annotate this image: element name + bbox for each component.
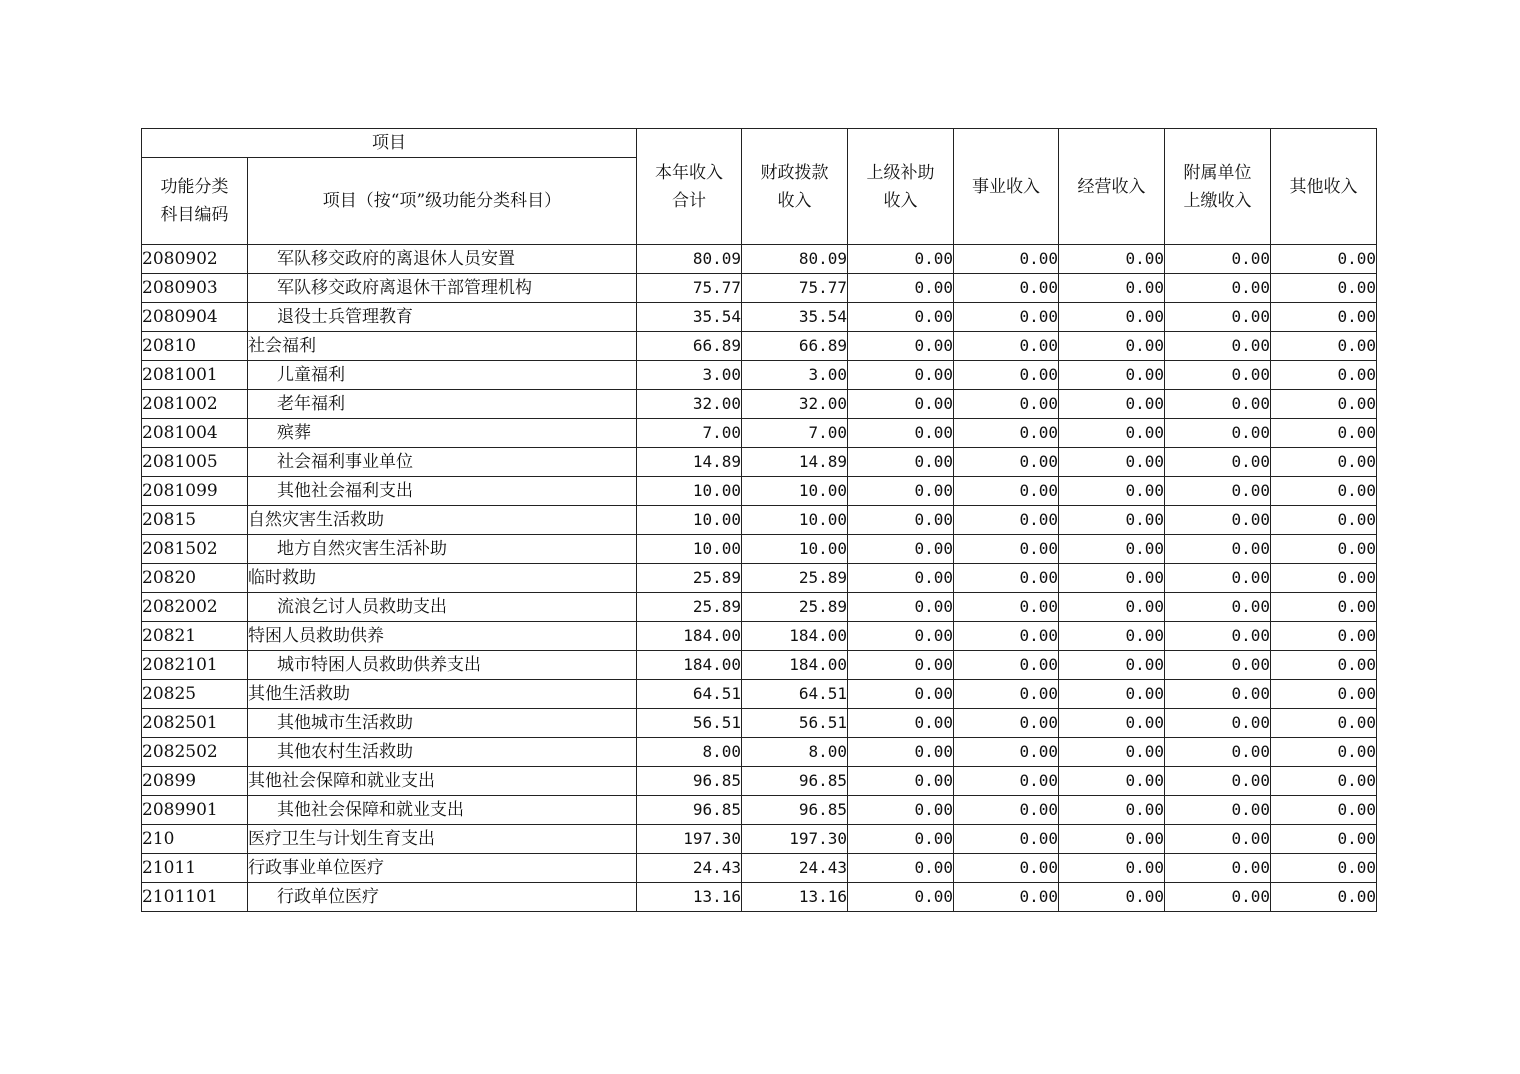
cell-business-income: 0.00	[954, 303, 1059, 332]
cell-business-income: 0.00	[954, 883, 1059, 912]
cell-superior-subsidy: 0.00	[848, 622, 954, 651]
cell-other-income: 0.00	[1271, 390, 1377, 419]
cell-total-income: 8.00	[637, 738, 742, 767]
row-code: 20821	[142, 622, 248, 651]
cell-affiliated-income: 0.00	[1165, 651, 1271, 680]
row-code: 2081002	[142, 390, 248, 419]
row-code: 2089901	[142, 796, 248, 825]
table-row	[142, 245, 1377, 274]
cell-fiscal-allocation: 10.00	[742, 535, 848, 564]
cell-other-income: 0.00	[1271, 622, 1377, 651]
cell-superior-subsidy: 0.00	[848, 535, 954, 564]
cell-other-income: 0.00	[1271, 274, 1377, 303]
row-name: 军队移交政府的离退休人员安置	[248, 245, 637, 274]
cell-other-income: 0.00	[1271, 332, 1377, 361]
table-row	[142, 477, 1377, 506]
cell-total-income: 10.00	[637, 477, 742, 506]
cell-other-income: 0.00	[1271, 361, 1377, 390]
cell-superior-subsidy: 0.00	[848, 651, 954, 680]
row-code: 20825	[142, 680, 248, 709]
cell-operating-income: 0.00	[1059, 825, 1165, 854]
header-other-income: 其他收入	[1271, 129, 1377, 245]
header-operating-income: 经营收入	[1059, 129, 1165, 245]
cell-operating-income: 0.00	[1059, 883, 1165, 912]
table-row	[142, 535, 1377, 564]
cell-business-income: 0.00	[954, 535, 1059, 564]
cell-affiliated-income: 0.00	[1165, 506, 1271, 535]
row-code: 2081004	[142, 419, 248, 448]
row-name: 流浪乞讨人员救助支出	[248, 593, 637, 622]
cell-superior-subsidy: 0.00	[848, 448, 954, 477]
row-code: 2101101	[142, 883, 248, 912]
cell-other-income: 0.00	[1271, 245, 1377, 274]
cell-superior-subsidy: 0.00	[848, 680, 954, 709]
row-code: 2080903	[142, 274, 248, 303]
cell-superior-subsidy: 0.00	[848, 303, 954, 332]
row-code: 20899	[142, 767, 248, 796]
table-row	[142, 709, 1377, 738]
cell-total-income: 3.00	[637, 361, 742, 390]
cell-total-income: 25.89	[637, 564, 742, 593]
cell-superior-subsidy: 0.00	[848, 825, 954, 854]
row-name: 其他生活救助	[248, 680, 637, 709]
cell-total-income: 10.00	[637, 506, 742, 535]
cell-operating-income: 0.00	[1059, 564, 1165, 593]
cell-other-income: 0.00	[1271, 303, 1377, 332]
row-name: 地方自然灾害生活补助	[248, 535, 637, 564]
row-code: 2082101	[142, 651, 248, 680]
cell-total-income: 10.00	[637, 535, 742, 564]
header-row-group	[142, 129, 1377, 158]
row-name: 军队移交政府离退休干部管理机构	[248, 274, 637, 303]
cell-superior-subsidy: 0.00	[848, 419, 954, 448]
header-business-income: 事业收入	[954, 129, 1059, 245]
cell-other-income: 0.00	[1271, 709, 1377, 738]
row-name: 社会福利事业单位	[248, 448, 637, 477]
header-fiscal-allocation: 财政拨款 收入	[742, 129, 848, 245]
cell-business-income: 0.00	[954, 564, 1059, 593]
cell-other-income: 0.00	[1271, 448, 1377, 477]
cell-fiscal-allocation: 24.43	[742, 854, 848, 883]
cell-fiscal-allocation: 56.51	[742, 709, 848, 738]
cell-total-income: 32.00	[637, 390, 742, 419]
budget-table	[141, 128, 1377, 912]
cell-business-income: 0.00	[954, 506, 1059, 535]
cell-business-income: 0.00	[954, 477, 1059, 506]
row-code: 2081099	[142, 477, 248, 506]
row-code: 2081502	[142, 535, 248, 564]
cell-affiliated-income: 0.00	[1165, 564, 1271, 593]
cell-fiscal-allocation: 75.77	[742, 274, 848, 303]
row-name: 社会福利	[248, 332, 637, 361]
cell-total-income: 14.89	[637, 448, 742, 477]
cell-other-income: 0.00	[1271, 593, 1377, 622]
header-affiliated-income: 附属单位 上缴收入	[1165, 129, 1271, 245]
row-code: 2081005	[142, 448, 248, 477]
row-name: 行政单位医疗	[248, 883, 637, 912]
cell-affiliated-income: 0.00	[1165, 883, 1271, 912]
cell-superior-subsidy: 0.00	[848, 767, 954, 796]
table-row	[142, 738, 1377, 767]
cell-affiliated-income: 0.00	[1165, 796, 1271, 825]
row-name: 临时救助	[248, 564, 637, 593]
row-code: 21011	[142, 854, 248, 883]
cell-business-income: 0.00	[954, 796, 1059, 825]
row-name: 老年福利	[248, 390, 637, 419]
cell-other-income: 0.00	[1271, 651, 1377, 680]
cell-business-income: 0.00	[954, 738, 1059, 767]
table-row	[142, 825, 1377, 854]
cell-other-income: 0.00	[1271, 564, 1377, 593]
row-code: 2082501	[142, 709, 248, 738]
cell-superior-subsidy: 0.00	[848, 245, 954, 274]
row-code: 20810	[142, 332, 248, 361]
table-row	[142, 506, 1377, 535]
cell-fiscal-allocation: 10.00	[742, 506, 848, 535]
cell-total-income: 80.09	[637, 245, 742, 274]
header-function-code: 功能分类 科目编码	[142, 158, 248, 245]
cell-operating-income: 0.00	[1059, 332, 1165, 361]
cell-fiscal-allocation: 184.00	[742, 622, 848, 651]
row-name: 医疗卫生与计划生育支出	[248, 825, 637, 854]
cell-business-income: 0.00	[954, 622, 1059, 651]
table-row	[142, 593, 1377, 622]
cell-affiliated-income: 0.00	[1165, 245, 1271, 274]
row-code: 2082002	[142, 593, 248, 622]
cell-business-income: 0.00	[954, 680, 1059, 709]
cell-operating-income: 0.00	[1059, 477, 1165, 506]
cell-superior-subsidy: 0.00	[848, 390, 954, 419]
cell-fiscal-allocation: 184.00	[742, 651, 848, 680]
cell-business-income: 0.00	[954, 390, 1059, 419]
row-name: 其他农村生活救助	[248, 738, 637, 767]
table-body	[142, 245, 1377, 912]
cell-business-income: 0.00	[954, 448, 1059, 477]
cell-other-income: 0.00	[1271, 825, 1377, 854]
cell-operating-income: 0.00	[1059, 419, 1165, 448]
cell-operating-income: 0.00	[1059, 651, 1165, 680]
cell-fiscal-allocation: 13.16	[742, 883, 848, 912]
table-row	[142, 883, 1377, 912]
table-row	[142, 390, 1377, 419]
header-total-income: 本年收入 合计	[637, 129, 742, 245]
cell-fiscal-allocation: 66.89	[742, 332, 848, 361]
cell-fiscal-allocation: 10.00	[742, 477, 848, 506]
cell-total-income: 64.51	[637, 680, 742, 709]
cell-fiscal-allocation: 197.30	[742, 825, 848, 854]
cell-total-income: 75.77	[637, 274, 742, 303]
cell-business-income: 0.00	[954, 332, 1059, 361]
row-code: 210	[142, 825, 248, 854]
cell-total-income: 7.00	[637, 419, 742, 448]
cell-total-income: 24.43	[637, 854, 742, 883]
cell-fiscal-allocation: 3.00	[742, 361, 848, 390]
cell-total-income: 35.54	[637, 303, 742, 332]
cell-affiliated-income: 0.00	[1165, 593, 1271, 622]
cell-other-income: 0.00	[1271, 738, 1377, 767]
cell-superior-subsidy: 0.00	[848, 332, 954, 361]
cell-operating-income: 0.00	[1059, 390, 1165, 419]
row-name: 退役士兵管理教育	[248, 303, 637, 332]
cell-superior-subsidy: 0.00	[848, 506, 954, 535]
cell-fiscal-allocation: 7.00	[742, 419, 848, 448]
cell-business-income: 0.00	[954, 361, 1059, 390]
cell-total-income: 66.89	[637, 332, 742, 361]
cell-business-income: 0.00	[954, 825, 1059, 854]
table-row	[142, 651, 1377, 680]
table-row	[142, 361, 1377, 390]
cell-business-income: 0.00	[954, 767, 1059, 796]
table-row	[142, 622, 1377, 651]
header-superior-subsidy: 上级补助 收入	[848, 129, 954, 245]
row-code: 2081001	[142, 361, 248, 390]
table-row	[142, 796, 1377, 825]
cell-affiliated-income: 0.00	[1165, 390, 1271, 419]
table-row	[142, 419, 1377, 448]
cell-operating-income: 0.00	[1059, 506, 1165, 535]
row-code: 2080902	[142, 245, 248, 274]
cell-operating-income: 0.00	[1059, 274, 1165, 303]
cell-other-income: 0.00	[1271, 680, 1377, 709]
cell-fiscal-allocation: 64.51	[742, 680, 848, 709]
cell-fiscal-allocation: 80.09	[742, 245, 848, 274]
table-row	[142, 274, 1377, 303]
table-row	[142, 767, 1377, 796]
cell-fiscal-allocation: 8.00	[742, 738, 848, 767]
row-name: 其他社会保障和就业支出	[248, 767, 637, 796]
cell-superior-subsidy: 0.00	[848, 564, 954, 593]
cell-fiscal-allocation: 96.85	[742, 796, 848, 825]
row-code: 20820	[142, 564, 248, 593]
table-row	[142, 854, 1377, 883]
cell-other-income: 0.00	[1271, 506, 1377, 535]
cell-fiscal-allocation: 35.54	[742, 303, 848, 332]
cell-business-income: 0.00	[954, 651, 1059, 680]
cell-operating-income: 0.00	[1059, 303, 1165, 332]
cell-other-income: 0.00	[1271, 419, 1377, 448]
row-code: 2082502	[142, 738, 248, 767]
row-name: 其他社会保障和就业支出	[248, 796, 637, 825]
cell-affiliated-income: 0.00	[1165, 332, 1271, 361]
cell-total-income: 96.85	[637, 767, 742, 796]
cell-affiliated-income: 0.00	[1165, 622, 1271, 651]
cell-superior-subsidy: 0.00	[848, 738, 954, 767]
cell-superior-subsidy: 0.00	[848, 709, 954, 738]
cell-affiliated-income: 0.00	[1165, 274, 1271, 303]
table-row	[142, 680, 1377, 709]
cell-fiscal-allocation: 32.00	[742, 390, 848, 419]
cell-affiliated-income: 0.00	[1165, 709, 1271, 738]
cell-fiscal-allocation: 14.89	[742, 448, 848, 477]
cell-affiliated-income: 0.00	[1165, 767, 1271, 796]
cell-operating-income: 0.00	[1059, 854, 1165, 883]
cell-superior-subsidy: 0.00	[848, 854, 954, 883]
row-name: 行政事业单位医疗	[248, 854, 637, 883]
cell-affiliated-income: 0.00	[1165, 738, 1271, 767]
cell-fiscal-allocation: 25.89	[742, 564, 848, 593]
cell-total-income: 184.00	[637, 622, 742, 651]
cell-superior-subsidy: 0.00	[848, 274, 954, 303]
cell-affiliated-income: 0.00	[1165, 361, 1271, 390]
cell-operating-income: 0.00	[1059, 593, 1165, 622]
cell-superior-subsidy: 0.00	[848, 477, 954, 506]
cell-other-income: 0.00	[1271, 535, 1377, 564]
cell-operating-income: 0.00	[1059, 622, 1165, 651]
row-name: 儿童福利	[248, 361, 637, 390]
cell-other-income: 0.00	[1271, 883, 1377, 912]
cell-operating-income: 0.00	[1059, 245, 1165, 274]
cell-total-income: 184.00	[637, 651, 742, 680]
cell-other-income: 0.00	[1271, 854, 1377, 883]
cell-business-income: 0.00	[954, 419, 1059, 448]
cell-affiliated-income: 0.00	[1165, 419, 1271, 448]
cell-affiliated-income: 0.00	[1165, 477, 1271, 506]
cell-superior-subsidy: 0.00	[848, 796, 954, 825]
row-name: 其他社会福利支出	[248, 477, 637, 506]
row-name: 自然灾害生活救助	[248, 506, 637, 535]
table-row	[142, 303, 1377, 332]
row-name: 特困人员救助供养	[248, 622, 637, 651]
cell-affiliated-income: 0.00	[1165, 448, 1271, 477]
cell-affiliated-income: 0.00	[1165, 854, 1271, 883]
table-row	[142, 332, 1377, 361]
row-code: 20815	[142, 506, 248, 535]
cell-other-income: 0.00	[1271, 477, 1377, 506]
cell-fiscal-allocation: 96.85	[742, 767, 848, 796]
cell-affiliated-income: 0.00	[1165, 535, 1271, 564]
cell-total-income: 25.89	[637, 593, 742, 622]
cell-total-income: 96.85	[637, 796, 742, 825]
cell-total-income: 56.51	[637, 709, 742, 738]
row-code: 2080904	[142, 303, 248, 332]
cell-operating-income: 0.00	[1059, 767, 1165, 796]
cell-affiliated-income: 0.00	[1165, 303, 1271, 332]
cell-affiliated-income: 0.00	[1165, 825, 1271, 854]
cell-superior-subsidy: 0.00	[848, 883, 954, 912]
cell-other-income: 0.00	[1271, 767, 1377, 796]
header-item-name: 项目（按“项”级功能分类科目）	[248, 158, 637, 245]
row-name: 其他城市生活救助	[248, 709, 637, 738]
header-group-project: 项目	[142, 129, 637, 158]
cell-operating-income: 0.00	[1059, 709, 1165, 738]
cell-operating-income: 0.00	[1059, 535, 1165, 564]
cell-operating-income: 0.00	[1059, 680, 1165, 709]
table-row	[142, 564, 1377, 593]
row-name: 殡葬	[248, 419, 637, 448]
table-row	[142, 448, 1377, 477]
cell-operating-income: 0.00	[1059, 448, 1165, 477]
cell-other-income: 0.00	[1271, 796, 1377, 825]
cell-total-income: 197.30	[637, 825, 742, 854]
cell-operating-income: 0.00	[1059, 796, 1165, 825]
cell-superior-subsidy: 0.00	[848, 593, 954, 622]
cell-affiliated-income: 0.00	[1165, 680, 1271, 709]
cell-fiscal-allocation: 25.89	[742, 593, 848, 622]
row-name: 城市特困人员救助供养支出	[248, 651, 637, 680]
cell-business-income: 0.00	[954, 709, 1059, 738]
cell-business-income: 0.00	[954, 854, 1059, 883]
cell-superior-subsidy: 0.00	[848, 361, 954, 390]
cell-business-income: 0.00	[954, 274, 1059, 303]
cell-business-income: 0.00	[954, 593, 1059, 622]
cell-operating-income: 0.00	[1059, 738, 1165, 767]
cell-business-income: 0.00	[954, 245, 1059, 274]
cell-operating-income: 0.00	[1059, 361, 1165, 390]
cell-total-income: 13.16	[637, 883, 742, 912]
